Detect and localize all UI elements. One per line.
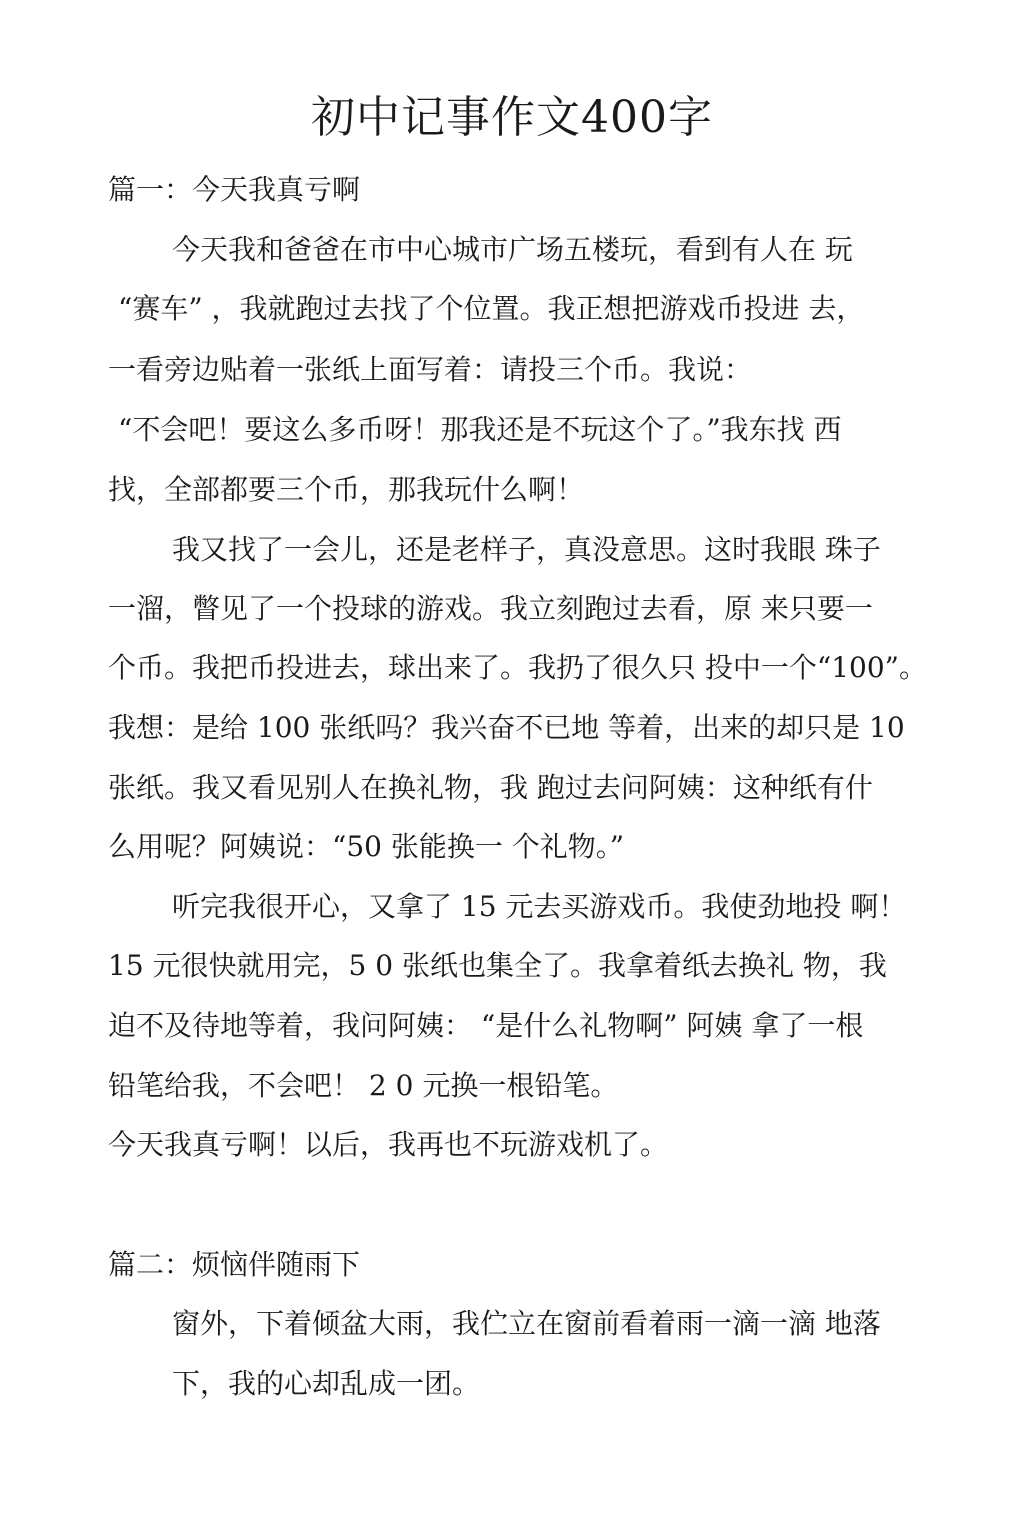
paragraph-line: “赛车” ，我就跑过去找了个位置。我正想把游戏币投进 去， [118,292,865,325]
paragraph-line: 一溜，瞥见了一个投球的游戏。我立刻跑过去看，原 来只要一 [108,592,873,625]
paragraph-line: 听完我很开心，又拿了 15 元去买游戏币。我使劲地投 啊！ [172,890,907,923]
paragraph-line: 个币。我把币投进去，球出来了。我扔了很久只 投中一个“100”。 [108,651,927,684]
document-title: 初中记事作文400字 [311,92,713,143]
paragraph-line: 铅笔给我，不会吧！ 2 0 元换一根铅笔。 [108,1069,619,1102]
paragraph-line: 下，我的心却乱成一团。 [172,1367,481,1400]
section2-heading: 篇二：烦恼伴随雨下 [108,1248,361,1281]
paragraph-line: 张纸。我又看见别人在换礼物，我 跑过去问阿姨：这种纸有什 [108,771,873,804]
paragraph-line: 窗外，下着倾盆大雨，我伫立在窗前看着雨一滴一滴 地落 [172,1307,881,1340]
paragraph-line: 一看旁边贴着一张纸上面写着：请投三个币。我说： [108,353,753,386]
paragraph-line: 今天我真亏啊！以后，我再也不玩游戏机了。 [108,1128,669,1161]
paragraph-line: 我又找了一会儿，还是老样子，真没意思。这时我眼 珠子 [172,533,881,566]
section1-heading: 篇一：今天我真亏啊 [108,173,361,206]
paragraph-line: 找，全部都要三个币，那我玩什么啊！ [108,473,585,506]
paragraph-line: 今天我和爸爸在市中心城市广场五楼玩，看到有人在 玩 [172,233,853,266]
paragraph-line: 么用呢？阿姨说：“50 张能换一 个礼物。” [108,830,625,863]
paragraph-line: 我想：是给 100 张纸吗？我兴奋不已地 等着，出来的却只是 10 [108,711,905,744]
paragraph-line: “不会吧！要这么多币呀！那我还是不玩这个了。”我东找 西 [118,413,842,446]
paragraph-line: 迫不及待地等着，我问阿姨： “是什么礼物啊” 阿姨 拿了一根 [108,1009,864,1042]
paragraph-line: 15 元很快就用完，5 0 张纸也集全了。我拿着纸去换礼 物，我 [108,949,887,982]
